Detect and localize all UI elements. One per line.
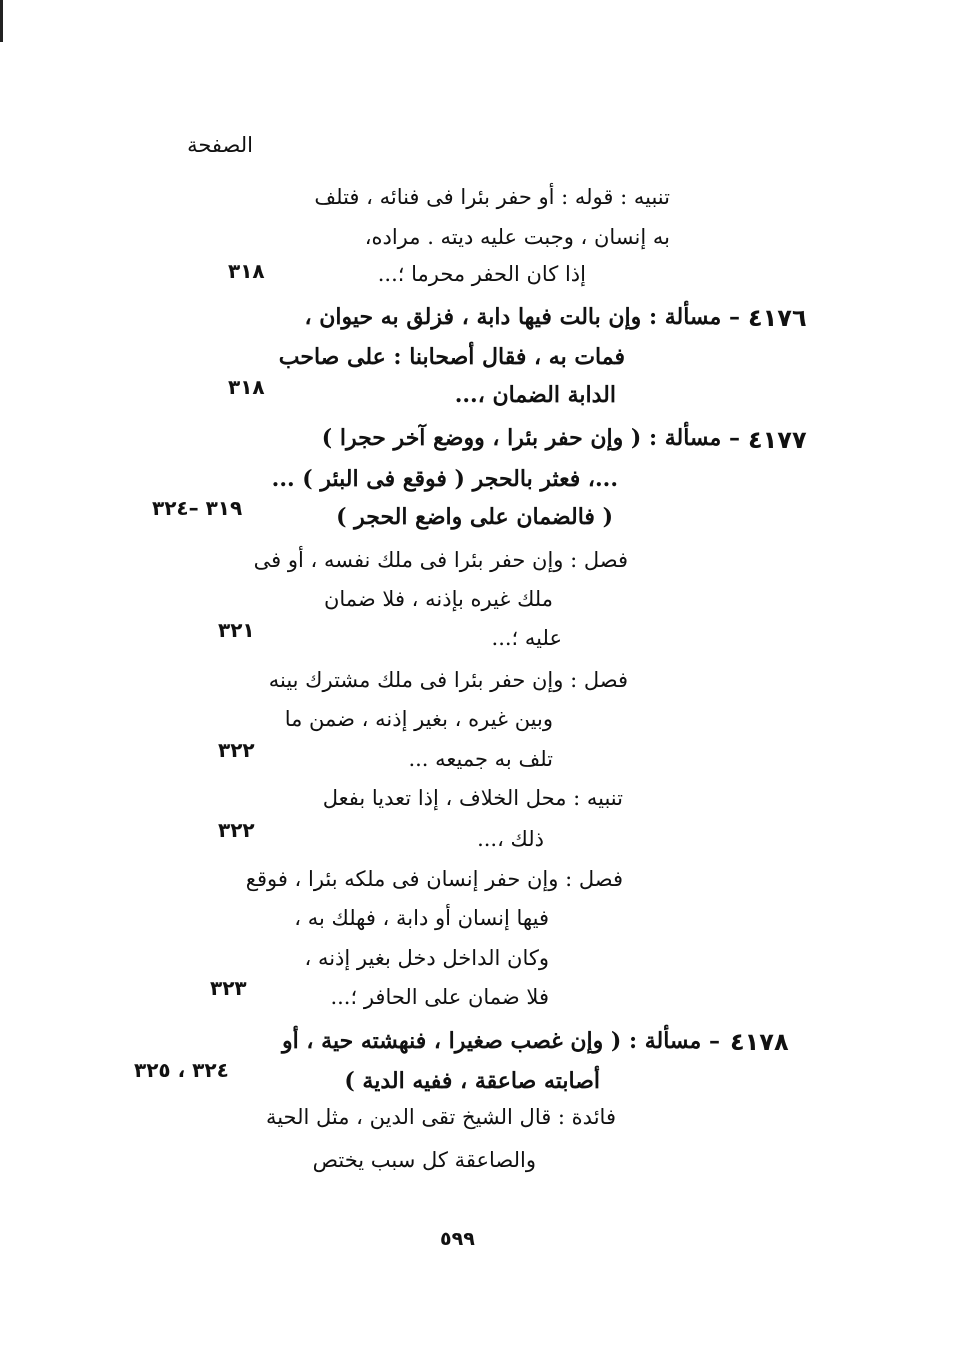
entry-line: ( فالضمان على واضع الحجر ) (336, 504, 613, 530)
entry-line: فصل : وإن حفر بئرا فى ملك نفسه ، أو فى (253, 548, 628, 572)
entry-line: وبين غيره ، بغير إذنه ، ضمن ما (284, 707, 553, 731)
entry-line: تنبيه : قوله : أو حفر بئرا فى فنائه ، فتلف (314, 185, 670, 209)
page-reference: ٣٢١ (218, 618, 255, 642)
page-reference: ٣٢٢ (218, 738, 255, 762)
entry-line: وكان الداخل دخل بغير إذنه ، (304, 946, 549, 970)
entry-line: به إنسان ، وجبت عليه ديته . مراده، (364, 225, 670, 249)
page-number: ٥٩٩ (440, 1228, 475, 1250)
page-reference: ٣١٨ (228, 375, 265, 399)
entry-line: فمات به ، فقال أصحابنا : على صاحب (278, 344, 625, 370)
entry-number: ٤١٧٧ (748, 426, 807, 454)
entry-line: تنبيه : محل الخلاف ، إذا تعديا بفعل (322, 786, 623, 810)
entry-line: فصل : وإن حفر بئرا فى ملك مشترك بينه (268, 668, 628, 692)
entry-line: ملك غيره بإذنه ، فلا ضمان (323, 587, 553, 611)
entry-line: فصل : وإن حفر إنسان فى ملكه بئرا ، فوقع (245, 867, 623, 891)
entry-line: فيها إنسان أو دابة ، فهلك به ، (294, 906, 549, 930)
page-reference: ٣١٨ (228, 259, 265, 283)
entry-line: الدابة الضمان ،... (454, 382, 616, 408)
entry-line: إذا كان الحفر محرما ؛... (377, 262, 586, 286)
page-reference: ٣٢٤ ، ٣٢٥ (134, 1058, 229, 1082)
page-edge-mark (0, 0, 3, 42)
entry-number: ٤١٧٨ (730, 1028, 789, 1056)
entry-line: أصابته صاعقة ، ففيه الدية ) (344, 1068, 600, 1094)
entry-line: والصاعقة كل سبب يختص (312, 1148, 536, 1172)
entry-line: فلا ضمان على الحافر ؛... (330, 985, 549, 1009)
entry-line: – مسألة : وإن بالت فيها دابة ، فزلق به حيوان ، (304, 304, 740, 330)
page-reference: ٣٢٢ (218, 818, 255, 842)
entry-line: – مسألة : ( وإن حفر بئرا ، ووضع آخر حجرا ) (321, 425, 740, 451)
entry-line: تلف به جميعه ... (408, 747, 553, 771)
page-column-label: الصفحة (187, 133, 253, 157)
entry-line: ذلك ،... (477, 827, 544, 851)
entry-number: ٤١٧٦ (748, 304, 807, 332)
entry-line: عليه ؛... (491, 626, 562, 650)
entry-line: – مسألة : ( وإن غصب صغيرا ، فنهشته حية ، أو (282, 1028, 720, 1054)
entry-line: ...، فعثر بالحجر ( فوقع فى البئر ) ... (271, 466, 618, 492)
page-reference: ٣١٩ –٣٢٤ (152, 496, 243, 520)
page-reference: ٣٢٣ (210, 976, 247, 1000)
entry-line: فائدة : قال الشيخ تقى الدين ، مثل الحية (265, 1105, 616, 1129)
